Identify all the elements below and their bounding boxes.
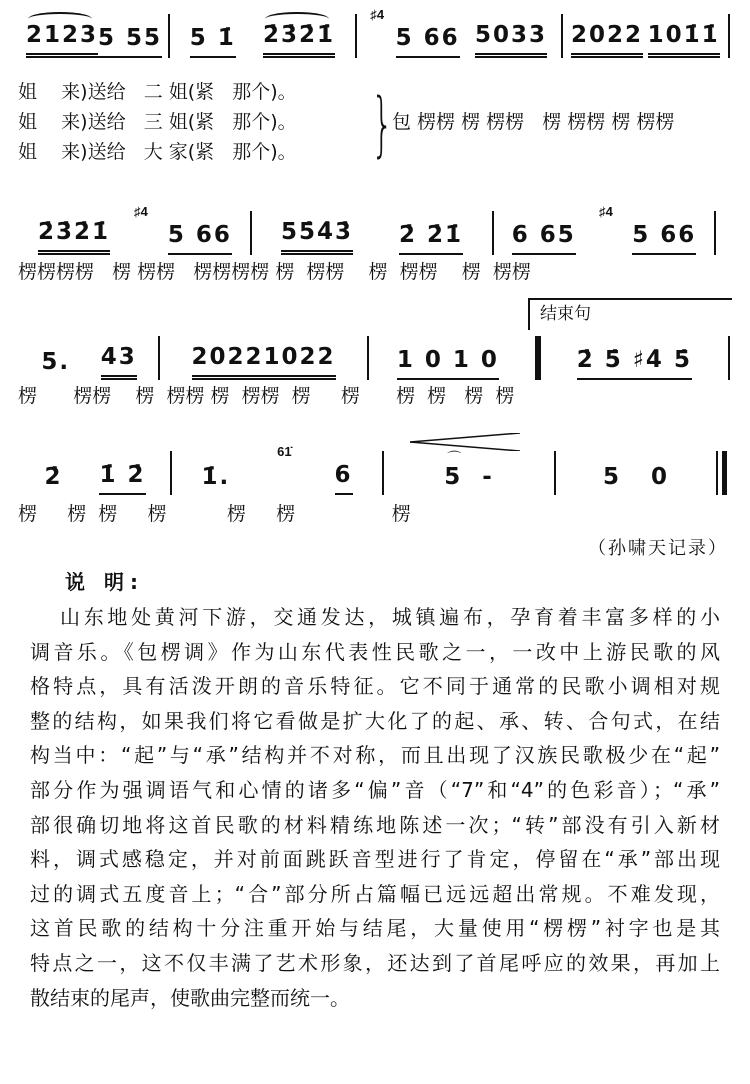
note-group [98,23,162,58]
note-group [396,23,460,58]
notes: 2̇3̇2̇1̇ [38,219,111,245]
notes: 2022 [571,22,644,48]
measure [252,211,492,255]
note-group [399,220,463,255]
notes: 5 - [444,464,494,490]
note-group [397,345,499,380]
measure [556,451,716,495]
paragraph-line: 山东地处黄河下游，交通发达，城镇遍布，孕育着丰富多样的小 [60,605,720,629]
lyric-verse-1: 姐 来)送给 二 姐(紧 那个)。 [18,81,297,103]
notes: 5033 [475,22,548,48]
grace-note: ♯4 [599,204,613,219]
lyric-line-4: 楞 楞 楞 楞 楞 楞 楞 [18,503,411,525]
measure [20,451,170,495]
paragraph-line: 格特点，具有活泼开朗的音乐特征。它不同于通常的民歌小调相对规 [30,674,720,699]
fermata-icon: ⌒ [447,451,462,467]
measure [369,336,527,380]
barline [714,211,716,255]
notes: 6 65 [511,222,576,248]
score-system [20,445,730,495]
measure [541,336,728,380]
paragraph-line: 特点之一，这不仅丰满了艺术形象，还达到了首尾呼应的效果，再加上 [30,950,720,975]
verse-brace: } [371,83,394,165]
measure [20,336,158,380]
decrescendo-hairpin [410,433,520,451]
notes: 5. [41,349,71,375]
note-group [192,342,336,380]
paragraph-line: 构当中：“起”与“承”结构并不对称，而且出现了汉族民歌极少在“起” [30,743,720,768]
notes: 2̇ [44,464,63,490]
notes: 55̇4̇3̇ [280,219,353,245]
slur [265,12,329,26]
paragraph-line: 部分作为强调语气和心情的诸多“偏”音（“7”和“4”的色彩音）；“承” [30,777,720,802]
notes: 2123 [26,22,99,48]
notes: 5 66 [395,25,460,51]
grace-note: ♯4 [134,204,148,219]
note-group [444,451,494,495]
paragraph-line: 过的调式五度音上；“合”部分所占篇幅已远远超出常规。不难发现， [30,881,720,906]
notes: 1̇. [201,464,231,490]
note-group [512,220,576,255]
lyric-line-2: 楞楞楞楞 楞 楞楞 楞楞楞楞 楞 楞楞 楞 楞楞 楞 楞楞 [18,261,531,283]
note-group [190,23,236,58]
measure [384,451,554,495]
notes: 6 [334,462,353,488]
note-group [335,460,353,495]
notes: 1̇ 2̇ [99,462,146,488]
notes: 2̇ 5̇ ♯4̇ 5̇ [576,347,692,373]
measure [160,336,367,380]
score-system [20,330,730,380]
barline [728,14,730,58]
paragraph-line: 调音乐。《包楞调》作为山东代表性民歌之一，一改中上游民歌的风 [30,639,720,664]
measure [170,14,355,58]
measure [20,14,168,58]
note-group [201,462,230,495]
transcriber-credit: （孙啸天记录） [588,538,728,559]
note-group [41,347,70,380]
note-group [571,20,643,58]
barline [728,336,730,380]
note-group [263,20,335,58]
note-group [648,20,720,58]
lyric-refrain: 包 楞楞 楞 楞楞 楞 楞楞 楞 楞楞 [392,111,675,133]
final-barline [716,451,727,495]
measure [357,7,561,58]
ending-label: 结束句 [540,304,591,324]
note-group [603,462,669,495]
notes: 43 [100,344,137,370]
paragraph-line: 散结束的尾声，使歌曲完整而统一。 [30,985,350,1010]
paragraph-line: 整的结构，如果我们将它看做是扩大化了的起、承、转、合句式，在结 [30,708,720,733]
note-group [99,460,145,495]
paragraph-line: 料，调式感稳定，并对前面跳跃音型进行了肯定，停留在“承”部出现 [30,847,720,872]
note-group [475,20,547,58]
score-system [20,8,730,58]
notes: 101̇1̇ [647,22,720,48]
explanation-paragraph [30,600,720,1015]
notes: 1 0 1 0 [396,347,499,373]
note-group [26,20,98,58]
notes: 20221022 [191,344,336,370]
notes: 5 66 [167,222,232,248]
note-group [168,220,232,255]
lyric-verse-3: 姐 来)送给 大 家(紧 那个)。 [18,141,297,163]
ending-bracket [528,298,732,330]
measure [20,204,250,255]
note-group [632,220,696,255]
repeat-barline [527,336,541,380]
notes: 2̇3̇2̇1̇ [263,22,336,48]
slur [28,12,92,26]
measure [563,14,728,58]
note-group [577,345,692,380]
note-group [44,462,62,495]
note-group [101,342,137,380]
notes: 5 0 [602,464,670,490]
paragraph-line: 这首民歌的结构十分注重开始与结尾，大量使用“楞楞”衬字也是其 [30,916,720,941]
note-group [38,217,110,255]
grace-note: ♯4 [370,7,385,22]
grace-note: 61̇ [277,444,292,459]
notes: 5 66 [632,222,697,248]
paragraph-line: 部很确切地将这首民歌的材料精练地陈述一次；“转”部没有引入新材 [30,812,720,837]
notes: 2̇ 2̇1̇ [398,222,463,248]
lyric-line-3: 楞 楞楞 楞 楞楞 楞 楞楞 楞 楞 楞 楞 楞 楞 [18,385,515,407]
measure [172,444,382,495]
notes: 5 1̇ [189,25,236,51]
notes: 5 55 [98,25,163,51]
lyric-verse-2: 姐 来)送给 三 姐(紧 那个)。 [18,111,297,133]
note-group [281,217,353,255]
measure [494,204,714,255]
notes-heading: 说 明: [65,570,144,594]
score-system [20,205,730,255]
